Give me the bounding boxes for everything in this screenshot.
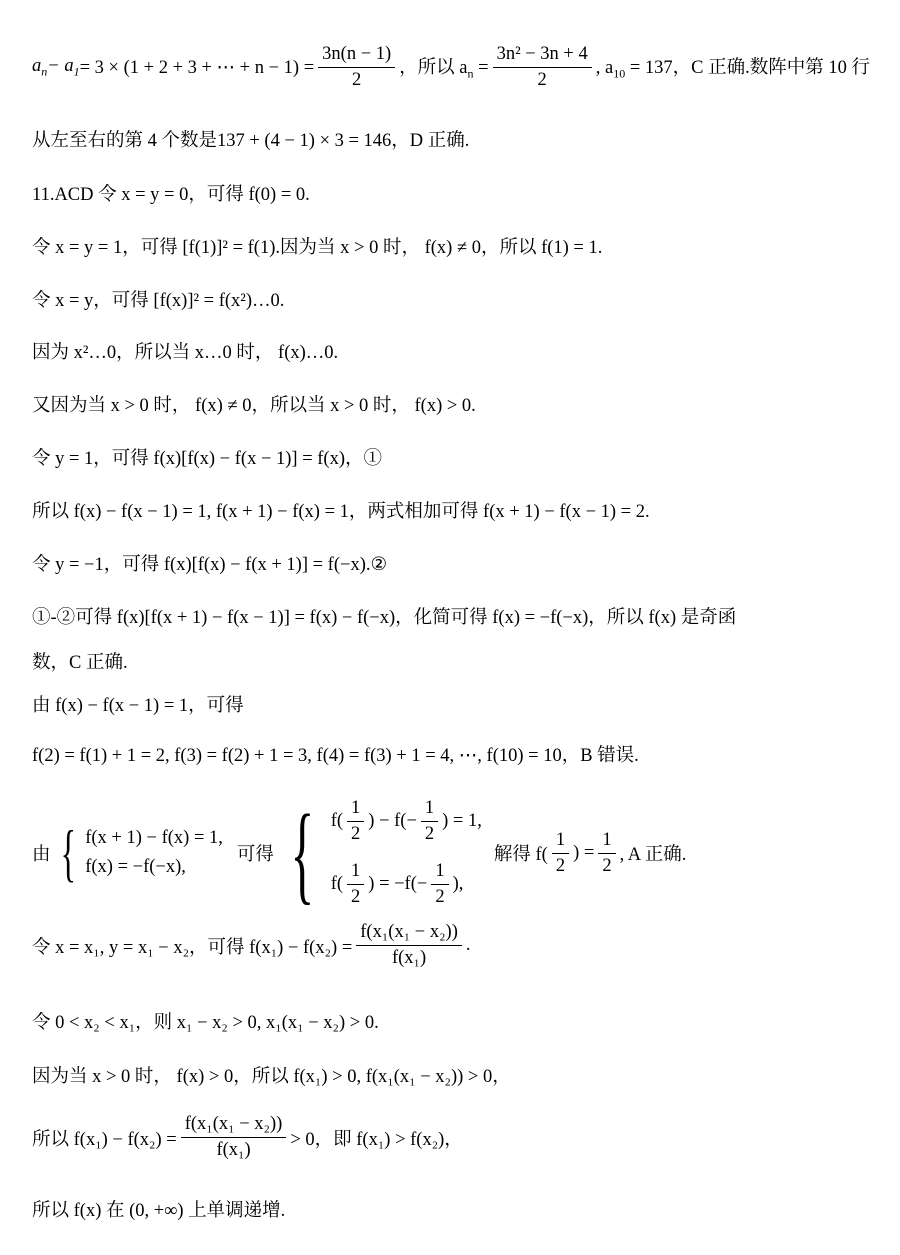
system-left — [85, 828, 223, 878]
system-right — [331, 798, 482, 908]
sum-expression: = 3 × (1 + 2 + 3 + ⋯ + n − 1) = — [79, 57, 315, 78]
text-line-7: 又因为当 x > 0 时， f(x) ≠ 0，所以当 x > 0 时， f(x) > 0. — [32, 396, 476, 416]
text-line-5: 令 x = y，可得 [f(x)]² = f(x²)…0. — [32, 291, 285, 311]
fraction-line-1: 令 x = x₁, y = x₁ − x₂，可得 f(x₁) − f(x₂) = $\frac{\text{f(x₁(x₁ − x₂))}}{\text{f(x₁)}}$ . — [32, 922, 471, 968]
fraction-fx1: $\frac{\text{f(x₁(x₁ − x₂))}}{\text{f(x₁)}}$ — [356, 922, 462, 969]
text-line-20: 所以 f(x) 在 (0, +∞) 上单调递增. — [32, 1201, 286, 1221]
text-line-12: 数，C 正确. — [32, 653, 128, 673]
a1-term: − $a_1$ — [47, 55, 80, 79]
text-line-14: f(2) = f(1) + 1 = 2, f(3) = f(2) + 1 = 3, f(4) = f(3) + 1 = 4, ⋯, f(10) = 10，B 错误. — [32, 746, 639, 766]
so-an-text: ，所以 $a_n$ = — [399, 58, 489, 81]
text-line-8: 令 y = 1，可得 f(x)[f(x) − f(x − 1)] = f(x)，① — [32, 449, 382, 469]
system-mid-text: 可得 — [236, 845, 274, 865]
fraction-3n: $\frac{3n(n - 1)}{2}$ — [318, 44, 395, 91]
fraction-fx1-b: $\frac{\text{f(x₁(x₁ − x₂))}}{\text{f(x₁)}}$ — [181, 1114, 287, 1161]
text-line-18: 因为当 x > 0 时， f(x) > 0，所以 f(x₁) > 0, f(x₁(x₁ − x₂)) > 0， — [32, 1067, 511, 1087]
fraction-line-2: 所以 f(x₁) − f(x₂) = $\frac{\text{f(x₁(x₁ − x₂))}}{\text{f(x₁)}}$ > 0，即 f(x₁) > f(x₂)， — [32, 1114, 463, 1160]
text-line-3: 11.ACD 令 x = y = 0，可得 f(0) = 0. — [32, 185, 310, 205]
left-brace-2: { — [290, 792, 315, 914]
system-eq-1: f(x + 1) − f(x) = 1, — [85, 828, 223, 848]
an-symbol: $a_n$ — [32, 55, 48, 79]
fraction-an-formula: $\frac{\text{3n² − 3n + 4}}{2}$ — [493, 44, 592, 91]
text-line-17: 令 0 < x₂ < x₁，则 x₁ − x₂ > 0, x₁(x₁ − x₂) > 0. — [32, 1013, 379, 1033]
text-line-13: 由 f(x) − f(x − 1) = 1，可得 — [32, 696, 244, 716]
text-line-2: 从左至右的第 4 个数是137 + (4 − 1) × 3 = 146，D 正确. — [32, 131, 470, 151]
text-line-4: 令 x = y = 1，可得 [f(1)]² = f(1).因为当 x > 0 时， f(x) ≠ 0，所以 f(1) = 1. — [32, 238, 603, 258]
a10-text: , $a_{10} = 137$，C 正确.数阵中第 10 行 — [595, 58, 870, 81]
text-line-11: ①-②可得 f(x)[f(x + 1) − f(x − 1)] = f(x) − f(−x)，化简可得 f(x) = −f(−x)，所以 f(x) 是奇函 — [32, 608, 737, 628]
formula-line-an — [32, 44, 880, 91]
system-prefix: 由 — [32, 845, 51, 865]
text-line-6: 因为 x²…0，所以当 x…0 时， f(x)…0. — [32, 343, 339, 363]
text-line-9: 所以 f(x) − f(x − 1) = 1, f(x + 1) − f(x) = 1，两式相加可得 f(x + 1) − f(x − 1) = 2. — [32, 502, 650, 522]
system-right-eq-2: f( $\frac{1}{2}$ ) = −f(− $\frac{1}{2}$ ), — [330, 861, 464, 907]
system-eq-2: f(x) = −f(−x), — [85, 857, 186, 877]
solution-text: 解得 f( $\frac{1}{2}$ ) = $\frac{1}{2}$ , A 正确. — [493, 829, 687, 876]
equation-system-line — [32, 792, 880, 914]
text-line-10: 令 y = −1，可得 f(x)[f(x) − f(x + 1)] = f(−x).② — [32, 555, 388, 575]
left-brace-1: { — [60, 817, 76, 888]
system-right-eq-1: f( $\frac{1}{2}$ ) − f(− $\frac{1}{2}$ ) = 1, — [330, 798, 482, 844]
